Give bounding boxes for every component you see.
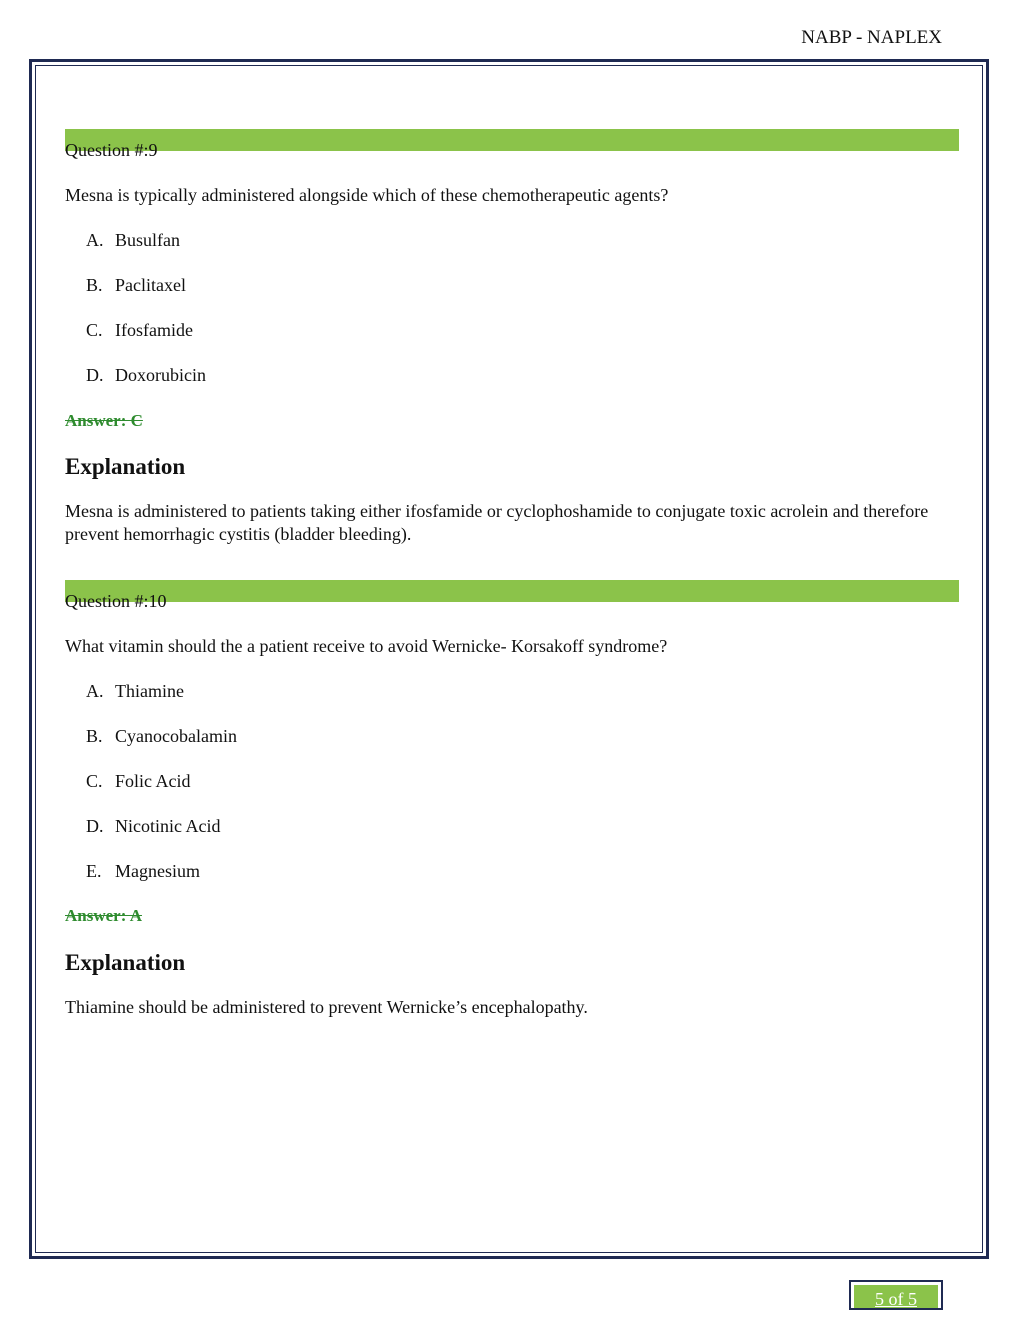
option-letter: D. xyxy=(86,365,104,385)
option-text: Magnesium xyxy=(115,861,200,881)
option-text: Paclitaxel xyxy=(115,275,186,295)
option-letter: C. xyxy=(86,771,103,791)
option-text: Cyanocobalamin xyxy=(115,726,237,746)
question-10-option-c xyxy=(86,771,191,792)
page-number-box xyxy=(849,1280,943,1310)
page-number: 5 of 5 xyxy=(854,1285,938,1308)
option-letter: B. xyxy=(86,275,103,295)
option-letter: A. xyxy=(86,230,104,250)
option-letter: E. xyxy=(86,861,102,881)
option-letter: D. xyxy=(86,816,104,836)
question-10-explanation: Thiamine should be administered to prevent Wernicke’s encephalopathy. xyxy=(65,997,588,1017)
question-9-option-a xyxy=(86,230,180,251)
option-text: Nicotinic Acid xyxy=(115,816,221,836)
question-9-bar xyxy=(65,129,959,151)
document-header-title: NABP - NAPLEX xyxy=(801,27,942,48)
option-letter: C. xyxy=(86,320,103,340)
option-text: Ifosfamide xyxy=(115,320,193,340)
option-text: Thiamine xyxy=(115,681,184,701)
question-9-label: Question #:9 xyxy=(65,140,158,160)
question-9-answer: Answer: C xyxy=(65,411,143,430)
option-text: Folic Acid xyxy=(115,771,191,791)
question-10-option-d xyxy=(86,816,220,837)
question-10-label: Question #:10 xyxy=(65,591,167,611)
question-9-text: Mesna is typically administered alongside which of these chemotherapeutic agents? xyxy=(65,185,669,205)
option-letter: B. xyxy=(86,726,103,746)
question-9-option-b xyxy=(86,275,186,296)
question-9-explanation: Mesna is administered to patients taking either ifosfamide or cyclophoshamide to conjugate toxic acrolein and therefore prevent hemorrhagic cystitis (bladder bleeding). xyxy=(65,501,929,544)
option-letter: A. xyxy=(86,681,104,701)
question-9-option-d xyxy=(86,365,206,386)
question-10-bar xyxy=(65,580,959,602)
question-10-option-a xyxy=(86,681,184,702)
option-text: Doxorubicin xyxy=(115,365,206,385)
question-9-option-c xyxy=(86,320,193,341)
question-10-text: What vitamin should the a patient receive to avoid Wernicke- Korsakoff syndrome? xyxy=(65,636,668,656)
question-10-option-e xyxy=(86,861,200,882)
question-10-option-b xyxy=(86,726,237,747)
question-10-answer: Answer: A xyxy=(65,906,142,925)
question-10-explanation-heading: Explanation xyxy=(65,950,186,975)
option-text: Busulfan xyxy=(115,230,180,250)
question-9-explanation-heading: Explanation xyxy=(65,454,186,479)
